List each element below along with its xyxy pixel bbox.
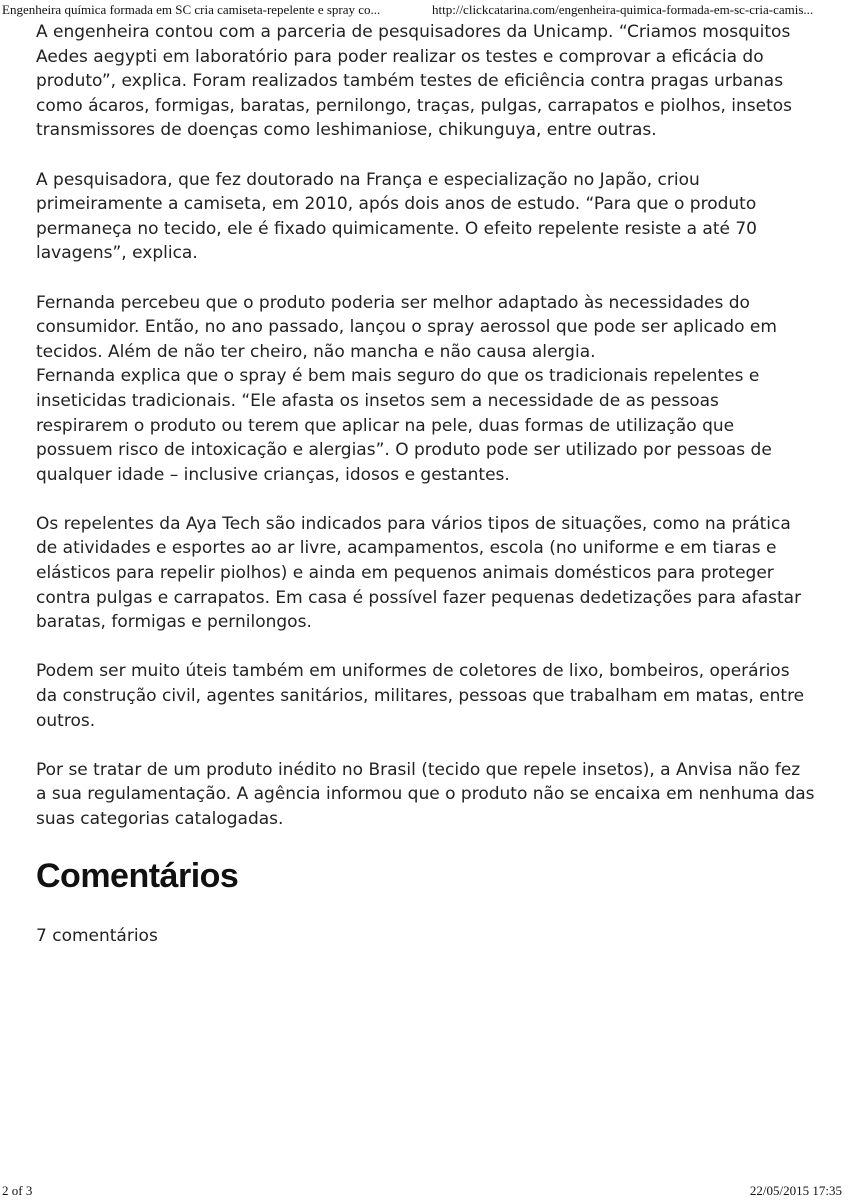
page-number: 2 of 3 [2, 1183, 33, 1198]
article-content [36, 20, 816, 948]
article-paragraph-5: Os repelentes da Aya Tech são indicados para vários tipos de situações, como na prática de atividades e esportes ao ar livre, acampamentos, escola (no uniforme e em tiaras e elásticos para repelir piolhos) e ainda em pequenos animais domésticos para proteger contra pulgas e carrapatos. Em casa é possível fazer pequenas dedetizações para afastar baratas, formigas e pernilongos. [36, 513, 802, 633]
print-datetime: 22/05/2015 17:35 [749, 1183, 842, 1198]
article-paragraph-1: A engenheira contou com a parceria de pesquisadores da Unicamp. “Criamos mosquitos Aedes aegypti em laboratório para poder realizar os testes e comprovar a eficácia do produto”, explica. Foram realizados também testes de eficiência contra pragas urbanas como ácaros, formigas, baratas, pernilongo, traças, pulgas, carrapatos e piolhos, insetos transmissores de doenças como leshimaniose, chikunguya, entre outras. [36, 22, 793, 141]
article-paragraph-7: Por se tratar de um produto inédito no Brasil (tecido que repele insetos), a Anvisa não fez a sua regulamentação. A agência informou que o produto não se encaixa em nenhuma das suas categorias catalogadas. [36, 759, 815, 829]
article-paragraph-2: A pesquisadora, que fez doutorado na França e especialização no Japão, criou primeiramente a camiseta, em 2010, após dois anos de estudo. “Para que o produto permaneça no tecido, ele é fixado quimicamente. O efeito repelente resiste a até 70 lavagens”, explica. [36, 169, 757, 264]
page-url: http://clickcatarina.com/engenheira-quimica-formada-em-sc-cria-camis... [432, 2, 814, 17]
article-paragraph-4: Fernanda explica que o spray é bem mais seguro do que os tradicionais repelentes e inseticidas tradicionais. “Ele afasta os insetos sem a necessidade de as pessoas respirarem o produto ou terem que aplicar na pele, duas formas de utilização que possuem risco de intoxicação e alergias”. O produto pode ser utilizado por pessoas de qualquer idade – inclusive crianças, idosos e gestantes. [36, 366, 772, 485]
print-footer [0, 1182, 848, 1200]
article-paragraph-6: Podem ser muito úteis também em uniformes de coletores de lixo, bombeiros, operários da construção civil, agentes sanitários, militares, pessoas que trabalham em matas, entre outros. [36, 661, 805, 731]
page-title: Engenheira química formada em SC cria camiseta-repelente e spray co... [2, 2, 381, 17]
article-paragraph-3: Fernanda percebeu que o produto poderia ser melhor adaptado às necessidades do consumidor. Então, no ano passado, lançou o spray aerossol que pode ser aplicado em tecidos. Além de não ter cheiro, não mancha e não causa alergia. [36, 292, 777, 362]
print-header [0, 0, 848, 20]
comments-heading: Comentários [36, 857, 239, 896]
comments-count[interactable]: 7 comentários [36, 926, 158, 947]
